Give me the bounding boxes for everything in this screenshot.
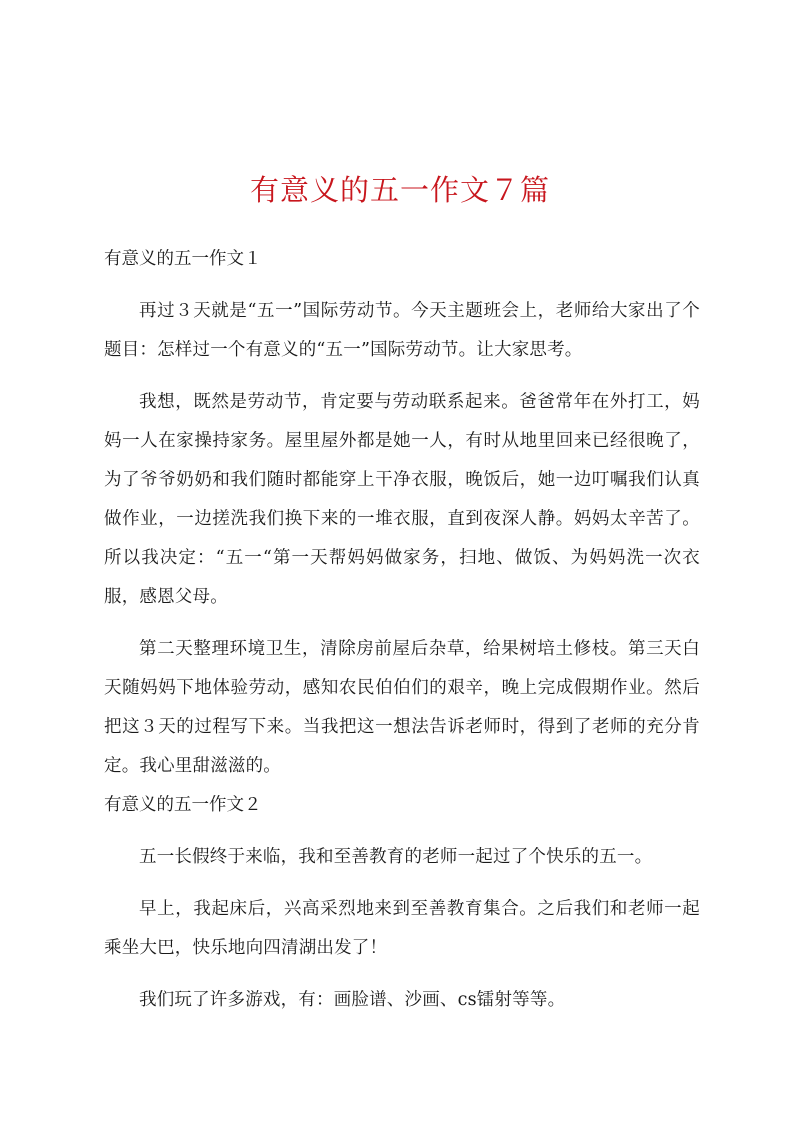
document-title: 有意义的五一作文７篇 (249, 173, 550, 207)
document-body (104, 240, 700, 1020)
section-heading: 有意义的五一作文２ (104, 795, 262, 815)
paragraph: 早上，我起床后，兴高采烈地来到至善教育集合。之后我们和老师一起乘坐大巴，快乐地向四清湖出发了！ (104, 899, 700, 958)
paragraph: 第二天整理环境卫生，清除房前屋后杂草，给果树培土修枝。第三天白天随妈妈下地体验劳动，感知农民伯伯们的艰辛，晚上完成假期作业。然后把这３天的过程写下来。当我把这一想法告诉老师时，得到了老师的充分肯定。我心里甜滋滋的。 (104, 639, 700, 776)
paragraph: 我们玩了许多游戏，有：画脸谱、沙画、cs镭射等等。 (139, 990, 566, 1010)
paragraph: 我想，既然是劳动节，肯定要与劳动联系起来。爸爸常年在外打工，妈妈一人在家操持家务。屋里屋外都是她一人，有时从地里回来已经很晚了，为了爷爷奶奶和我们随时都能穿上干净衣服，晚饭后，她一边叮嘱我们认真做作业，一边搓洗我们换下来的一堆衣服，直到夜深人静。妈妈太辛苦了。所以我决定：“五一“第一天帮妈妈做家务，扫地、做饭、为妈妈洗一次衣服，感恩父母。 (104, 392, 700, 607)
paragraph: 五一长假终于来临，我和至善教育的老师一起过了个快乐的五一。 (139, 847, 653, 867)
section-heading: 有意义的五一作文１ (104, 249, 262, 269)
paragraph: 再过３天就是“五一”国际劳动节。今天主题班会上，老师给大家出了个题目：怎样过一个有意义的“五一”国际劳动节。让大家思考。 (104, 301, 700, 360)
